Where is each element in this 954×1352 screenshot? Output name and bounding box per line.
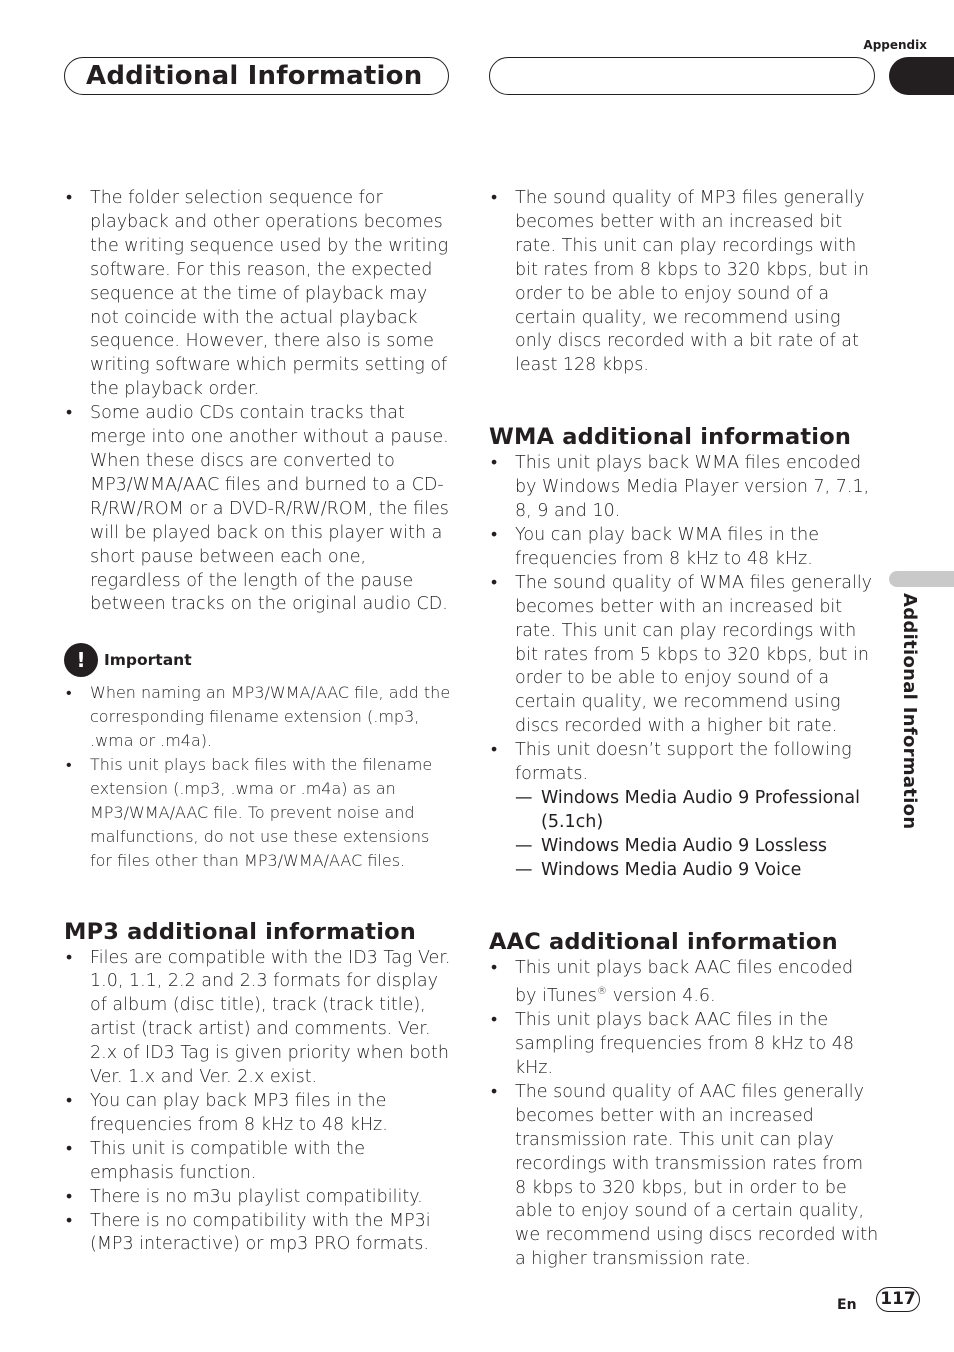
left-column	[64, 187, 454, 1257]
language-label: En	[837, 1297, 857, 1313]
wma-list	[489, 452, 879, 787]
section-title-box	[64, 57, 449, 95]
important-icon: !	[64, 643, 98, 677]
important-list	[64, 681, 454, 872]
list-item: • When naming an MP3/WMA/AAC file, add the corresponding filename extension (.mp3, .wma or .m4a).	[66, 683, 451, 751]
mp3-quality-list	[489, 187, 879, 378]
page-title: Additional Information	[86, 61, 423, 91]
list-item: • This unit plays back AAC files encoded by iTunes® version 4.6.	[491, 957, 854, 1007]
header-black-tab	[889, 57, 954, 95]
list-item: • This unit doesn’t support the following formats.	[491, 740, 852, 785]
list-item: • The sound quality of AAC files generally becomes better with an increased transmission rate. This unit can play recordings with transmission rates from 8 kbps to 320 kbps, but in order to be able to enjoy sound of a certain quality, we recommend using discs recorded with a higher transmission rate.	[491, 1081, 879, 1270]
mp3-list	[64, 947, 454, 1258]
list-item: • Files are compatible with the ID3 Tag Ver. 1.0, 1.1, 2.2 and 2.3 formats for display of album (disc title), track (track title), artist (track artist) and comments. Ver. 2.x of ID3 Tag is given priority when both Ver. 1.x and Ver. 2.x exist.	[66, 947, 451, 1088]
aac-list	[489, 957, 879, 1273]
side-tab-marker	[889, 571, 954, 587]
wma-heading: WMA additional information	[489, 424, 852, 451]
important-label: Important	[104, 651, 192, 670]
appendix-label: Appendix	[863, 38, 927, 52]
side-tab-label: Additional Information	[899, 593, 920, 830]
page-number: 117	[876, 1287, 920, 1312]
list-item: • You can play back MP3 files in the frequencies from 8 kHz to 48 kHz.	[66, 1091, 388, 1135]
mp3-heading: MP3 additional information	[64, 918, 416, 945]
list-item: • This unit is compatible with the emphasis function.	[66, 1138, 365, 1183]
list-item: • Some audio CDs contain tracks that merge into one another without a pause. When these discs are converted to MP3/WMA/AAC files and burned to a CD-R/RW/ROM or a DVD-R/RW/ROM, the files will be played back on this player with a short pause between each one, regardless of the length of the pause between tracks on the original audio CD.	[66, 403, 449, 615]
header-empty-box	[489, 57, 875, 95]
unsupported-format-item: — Windows Media Audio 9 Professional (5.1ch)	[515, 787, 860, 832]
list-item: • The sound quality of WMA files generally becomes better with an increased bit rate. This unit can play recordings with bit rates from 5 kbps to 320 kbps, but in order to be able to enjoy sound of a certain quality, we recommend using discs recorded with a higher bit rate.	[491, 572, 873, 737]
important-notice	[64, 643, 454, 677]
list-item: • There is no compatibility with the MP3i (MP3 interactive) or mp3 PRO formats.	[66, 1210, 431, 1255]
list-item: • You can play back WMA files in the frequencies from 8 kHz to 48 kHz.	[491, 524, 819, 569]
aac-heading: AAC additional information	[489, 928, 838, 955]
intro-list	[64, 187, 454, 617]
list-item: • This unit plays back AAC files in the sampling frequencies from 8 kHz to 48 kHz.	[491, 1010, 855, 1079]
list-item: • The sound quality of MP3 files generally becomes better with an increased bit rate. This unit can play recordings with bit rates from 8 kbps to 320 kbps, but in order to be able to enjoy sound of a certain quality, we recommend using only discs recorded with a bit rate of at least 128 kbps.	[491, 188, 869, 376]
list-item: • The folder selection sequence for playback and other operations becomes the writing sequence used by the writing software. For this reason, the expected sequence at the time of playback may not coincide with the actual playback sequence. However, there also is some writing software which permits setting of the playback order.	[66, 188, 449, 400]
list-item: • There is no m3u playlist compatibility.	[66, 1186, 423, 1207]
list-item: • This unit plays back WMA files encoded by Windows Media Player version 7, 7.1, 8, 9 and 10.	[491, 453, 870, 522]
unsupported-format-item: — Windows Media Audio 9 Lossless	[515, 835, 828, 856]
list-item: • This unit plays back files with the filename extension (.mp3, .wma or .m4a) as an MP3/WMA/AAC file. To prevent noise and malfunctions, do not use these extensions for files other than MP3/WMA/AAC files.	[66, 755, 433, 870]
unsupported-format-item: — Windows Media Audio 9 Voice	[515, 859, 802, 880]
right-column	[489, 187, 879, 1272]
